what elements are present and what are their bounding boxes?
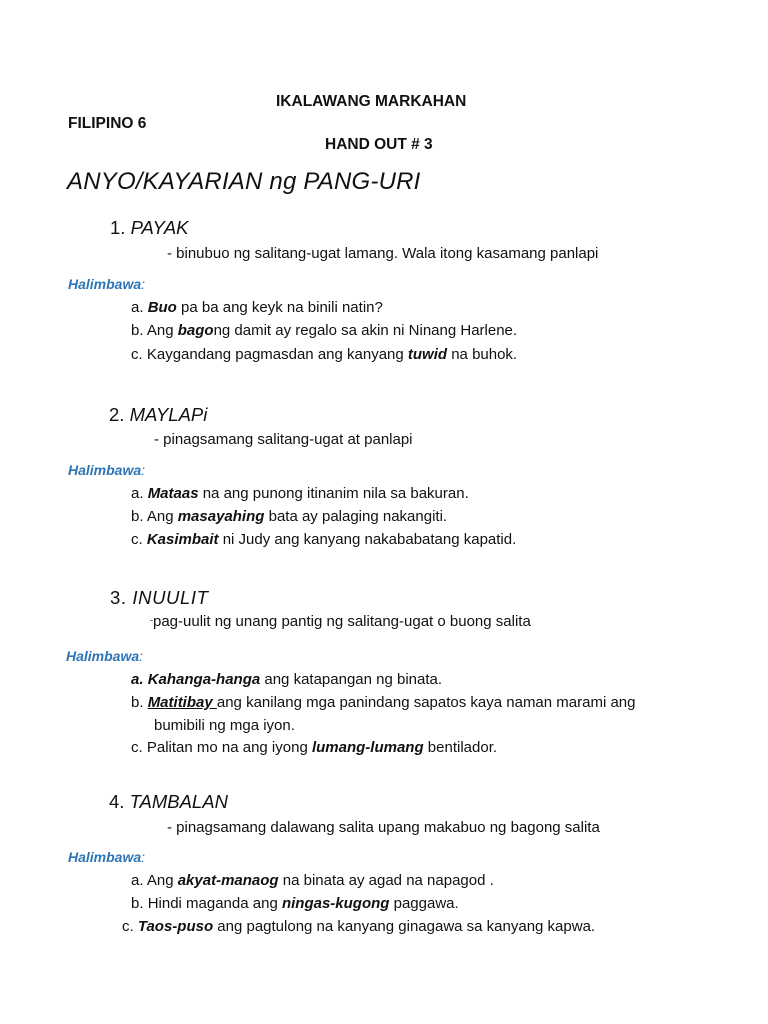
section-tambalan-description: - pinagsamang dalawang salita upang makabuo ng bagong salita <box>167 819 600 836</box>
example-line: b. Ang masayahing bata ay palaging nakangiti. <box>131 508 448 525</box>
section-payak-heading <box>110 217 189 239</box>
section-number: 1. <box>110 217 126 238</box>
section-name: TAMBALAN <box>129 791 228 812</box>
subject-heading: FILIPINO 6 <box>68 115 147 132</box>
example-line: c. Kaygandang pagmasdan ang kanyang tuwid na buhok. <box>131 346 518 363</box>
example-line: c. Taos-puso ang pagtulong na kanyang ginagawa sa kanyang kapwa. <box>122 918 596 935</box>
section-inuulit-description: -pag-uulit ng unang pantig ng salitang-ugat o buong salita <box>150 613 531 630</box>
example-continuation: bumibili ng mga iyon. <box>154 717 295 734</box>
section-number: 2. <box>109 404 125 425</box>
example-line: c. Palitan mo na ang iyong lumang-lumang bentilador. <box>131 739 498 756</box>
halimbawa-label: Halimbawa: <box>68 849 146 865</box>
section-name: INUULIT <box>132 587 209 608</box>
halimbawa-label: Halimbawa: <box>68 462 146 478</box>
example-line: a. Ang akyat-manaog na binata ay agad na napagod . <box>131 872 494 889</box>
section-name: PAYAK <box>130 217 189 238</box>
example-line: b. Ang bagong damit ay regalo sa akin ni Ninang Harlene. <box>131 322 518 339</box>
section-number: 3. <box>110 587 127 608</box>
quarter-heading: IKALAWANG MARKAHAN <box>276 93 467 110</box>
example-line: b. Matitibay ang kanilang mga panindang sapatos kaya naman marami ang <box>131 694 636 711</box>
example-line: c. Kasimbait ni Judy ang kanyang nakababatang kapatid. <box>131 531 517 548</box>
halimbawa-label: Halimbawa: <box>66 648 144 664</box>
section-name: MAYLAPi <box>129 404 208 425</box>
section-payak-description: - binubuo ng salitang-ugat lamang. Wala itong kasamang panlapi <box>167 245 599 262</box>
example-line: a. Buo pa ba ang keyk na binili natin? <box>131 299 383 316</box>
section-maylapi-description: - pinagsamang salitang-ugat at panlapi <box>154 431 413 448</box>
handout-heading: HAND OUT # 3 <box>325 136 433 153</box>
halimbawa-label: Halimbawa: <box>68 276 146 292</box>
section-inuulit-heading <box>110 587 209 609</box>
section-tambalan-heading <box>109 791 228 813</box>
example-line: a. Mataas na ang punong itinanim nila sa bakuran. <box>131 485 469 502</box>
example-line: a. Kahanga-hanga ang katapangan ng binata. <box>131 671 443 688</box>
section-number: 4. <box>109 791 125 812</box>
page-title: ANYO/KAYARIAN ng PANG-URI <box>67 168 421 195</box>
section-maylapi-heading <box>109 404 207 426</box>
example-line: b. Hindi maganda ang ningas-kugong paggawa. <box>131 895 459 912</box>
